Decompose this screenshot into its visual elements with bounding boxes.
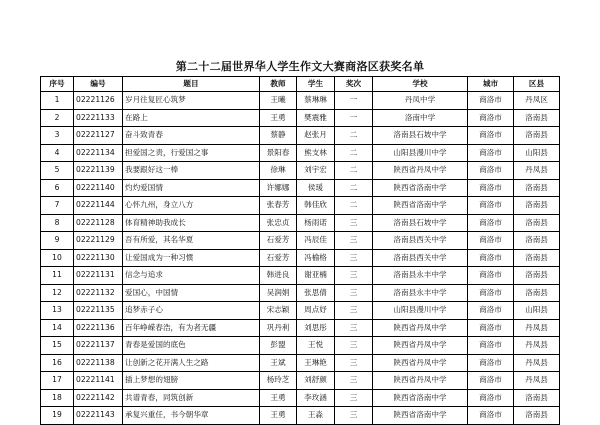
table-row [41,214,560,232]
cell-city: 商洛市 [468,214,514,232]
cell-district: 洛南县 [514,249,560,267]
cell-code: 02221132 [74,284,123,302]
cell-award: 三 [335,337,373,355]
cell-teacher: 王勇 [260,109,297,127]
column-header-district: 区县 [514,77,560,92]
cell-student: 冯榆格 [297,249,335,267]
cell-school: 陕西省洛南中学 [373,407,468,425]
table-row [41,267,560,285]
cell-award: 三 [335,302,373,320]
cell-district: 洛南县 [514,284,560,302]
cell-teacher: 许娜娜 [260,179,297,197]
cell-student: 周点妤 [297,302,335,320]
cell-index: 14 [41,319,74,337]
cell-district: 丹凤县 [514,337,560,355]
table-row [41,337,560,355]
cell-code: 02221134 [74,144,123,162]
cell-city: 商洛市 [468,179,514,197]
table-row [41,179,560,197]
cell-school: 丹凤中学 [373,92,468,110]
cell-index: 19 [41,407,74,425]
cell-student: 侯瑗 [297,179,335,197]
cell-student: 王悦 [297,337,335,355]
column-header-school: 学校 [373,77,468,92]
cell-district: 山阳县 [514,144,560,162]
cell-award: 三 [335,372,373,390]
cell-code: 02221139 [74,162,123,180]
cell-topic: 吾有所爱，其名华夏 [123,232,260,250]
cell-city: 商洛市 [468,92,514,110]
cell-topic: 奋斗致青春 [123,127,260,145]
cell-student: 刘舒颜 [297,372,335,390]
cell-teacher: 吴润娟 [260,284,297,302]
cell-topic: 让爱国成为一种习惯 [123,249,260,267]
column-header-index: 序号 [41,77,74,92]
cell-city: 商洛市 [468,232,514,250]
cell-index: 10 [41,249,74,267]
cell-student: 张思倩 [297,284,335,302]
cell-city: 商洛市 [468,249,514,267]
table-row [41,354,560,372]
cell-code: 02221136 [74,319,123,337]
cell-district: 洛南县 [514,232,560,250]
cell-code: 02221143 [74,407,123,425]
cell-code: 02221142 [74,389,123,407]
cell-topic: 我要跟好这一棒 [123,162,260,180]
table-row [41,389,560,407]
cell-index: 18 [41,389,74,407]
cell-student: 冯辰佳 [297,232,335,250]
cell-student: 韩佳欣 [297,197,335,215]
cell-topic: 共谱青春，同筑创新 [123,389,260,407]
cell-district: 丹凤区 [514,92,560,110]
cell-school: 洛南县石坡中学 [373,127,468,145]
cell-student: 王淼 [297,407,335,425]
cell-index: 11 [41,267,74,285]
cell-teacher: 巩丹利 [260,319,297,337]
cell-school: 陕西省洛南中学 [373,197,468,215]
cell-student: 樊震雅 [297,109,335,127]
cell-index: 1 [41,92,74,110]
cell-school: 洛南县石坡中学 [373,214,468,232]
cell-student: 李玫涵 [297,389,335,407]
cell-award: 二 [335,162,373,180]
column-header-code: 编号 [74,77,123,92]
column-header-topic: 题目 [123,77,260,92]
cell-district: 洛南县 [514,179,560,197]
cell-index: 4 [41,144,74,162]
cell-city: 商洛市 [468,337,514,355]
cell-topic: 爱国心，中国情 [123,284,260,302]
cell-city: 商洛市 [468,302,514,320]
cell-teacher: 杨玲芝 [260,372,297,390]
cell-topic: 承复兴重任，书今朝华章 [123,407,260,425]
cell-topic: 让创新之花开满人生之路 [123,354,260,372]
cell-index: 5 [41,162,74,180]
cell-teacher: 蔡静 [260,127,297,145]
cell-topic: 插上梦想的翅膀 [123,372,260,390]
table-row [41,197,560,215]
cell-award: 二 [335,127,373,145]
table-row [41,127,560,145]
table-row [41,319,560,337]
cell-index: 8 [41,214,74,232]
award-table [40,76,560,425]
cell-school: 洛南中学 [373,109,468,127]
cell-code: 02221140 [74,179,123,197]
column-header-city: 城市 [468,77,514,92]
cell-district: 丹凤县 [514,354,560,372]
cell-teacher: 张春芳 [260,197,297,215]
cell-city: 商洛市 [468,389,514,407]
cell-index: 7 [41,197,74,215]
cell-district: 山阳县 [514,302,560,320]
cell-student: 赵张月 [297,127,335,145]
cell-school: 陕西省丹凤中学 [373,162,468,180]
cell-award: 三 [335,284,373,302]
cell-teacher: 王勇 [260,407,297,425]
table-row [41,144,560,162]
cell-code: 02221129 [74,232,123,250]
cell-code: 02221138 [74,354,123,372]
cell-school: 陕西省丹凤中学 [373,354,468,372]
cell-district: 洛南县 [514,407,560,425]
cell-city: 商洛市 [468,407,514,425]
cell-index: 12 [41,284,74,302]
cell-code: 02221126 [74,92,123,110]
cell-teacher: 彭盟 [260,337,297,355]
cell-topic: 灼灼爱国情 [123,179,260,197]
cell-school: 山阳县漫川中学 [373,144,468,162]
cell-district: 洛南县 [514,109,560,127]
cell-school: 洛南县永丰中学 [373,267,468,285]
table-row [41,232,560,250]
table-row [41,109,560,127]
cell-award: 三 [335,354,373,372]
cell-award: 二 [335,179,373,197]
cell-code: 02221144 [74,197,123,215]
cell-award: 二 [335,144,373,162]
cell-topic: 青春是爱国的底色 [123,337,260,355]
column-header-student: 学生 [297,77,335,92]
cell-school: 陕西省洛南中学 [373,179,468,197]
cell-code: 02221135 [74,302,123,320]
cell-topic: 在路上 [123,109,260,127]
cell-student: 刘宇宏 [297,162,335,180]
cell-award: 三 [335,214,373,232]
cell-index: 6 [41,179,74,197]
cell-topic: 心怀九州，身立八方 [123,197,260,215]
cell-teacher: 石爱芳 [260,232,297,250]
cell-topic: 岁月往复匠心筑梦 [123,92,260,110]
cell-code: 02221131 [74,267,123,285]
cell-code: 02221130 [74,249,123,267]
cell-teacher: 韩进良 [260,267,297,285]
cell-teacher: 王勇 [260,389,297,407]
cell-topic: 体育精神助我成长 [123,214,260,232]
cell-district: 洛南县 [514,267,560,285]
cell-index: 15 [41,337,74,355]
cell-city: 商洛市 [468,144,514,162]
document-title: 第二十二届世界华人学生作文大赛商洛区获奖名单 [175,60,425,73]
cell-district: 洛南县 [514,127,560,145]
cell-student: 王琳艳 [297,354,335,372]
cell-teacher: 徐琳 [260,162,297,180]
cell-student: 谢亚楠 [297,267,335,285]
cell-district: 洛南县 [514,214,560,232]
cell-teacher: 张忠贞 [260,214,297,232]
column-header-teacher: 教师 [260,77,297,92]
cell-teacher: 石爱芳 [260,249,297,267]
cell-award: 三 [335,319,373,337]
cell-district: 丹凤县 [514,372,560,390]
cell-student: 杨雨诺 [297,214,335,232]
cell-student: 蔡琳琳 [297,92,335,110]
cell-school: 陕西省丹凤中学 [373,319,468,337]
cell-award: 三 [335,407,373,425]
cell-code: 02221127 [74,127,123,145]
cell-index: 9 [41,232,74,250]
cell-school: 陕西省丹凤中学 [373,337,468,355]
table-row [41,284,560,302]
table-row [41,249,560,267]
table-row [41,162,560,180]
table-row [41,92,560,110]
cell-city: 商洛市 [468,267,514,285]
cell-district: 洛南县 [514,389,560,407]
cell-city: 商洛市 [468,284,514,302]
cell-student: 刘思彤 [297,319,335,337]
cell-award: 三 [335,232,373,250]
cell-city: 商洛市 [468,354,514,372]
cell-award: 三 [335,267,373,285]
cell-index: 2 [41,109,74,127]
cell-school: 洛南县西关中学 [373,232,468,250]
cell-topic: 追梦赤子心 [123,302,260,320]
cell-topic: 信念与追求 [123,267,260,285]
cell-district: 洛南县 [514,197,560,215]
cell-city: 商洛市 [468,319,514,337]
cell-student: 熊支林 [297,144,335,162]
cell-city: 商洛市 [468,127,514,145]
cell-district: 丹凤县 [514,319,560,337]
header-row [41,77,560,92]
cell-teacher: 王曦 [260,92,297,110]
cell-index: 16 [41,354,74,372]
table-row [41,372,560,390]
cell-code: 02221141 [74,372,123,390]
cell-teacher: 宋志颖 [260,302,297,320]
cell-teacher: 景阳春 [260,144,297,162]
cell-award: 二 [335,197,373,215]
cell-school: 洛南县西关中学 [373,249,468,267]
cell-school: 洛南县永丰中学 [373,284,468,302]
cell-award: 一 [335,92,373,110]
cell-index: 3 [41,127,74,145]
cell-school: 山阳县漫川中学 [373,302,468,320]
cell-award: 三 [335,249,373,267]
cell-school: 陕西省丹凤中学 [373,372,468,390]
cell-city: 商洛市 [468,109,514,127]
cell-code: 02221137 [74,337,123,355]
table-row [41,302,560,320]
cell-city: 商洛市 [468,197,514,215]
cell-teacher: 王斌 [260,354,297,372]
cell-district: 丹凤县 [514,162,560,180]
cell-award: 一 [335,109,373,127]
cell-topic: 百年峥嵘春浩，有为者无疆 [123,319,260,337]
cell-award: 三 [335,389,373,407]
cell-school: 陕西省洛南中学 [373,389,468,407]
cell-code: 02221133 [74,109,123,127]
cell-index: 17 [41,372,74,390]
column-header-award: 奖次 [335,77,373,92]
cell-city: 商洛市 [468,162,514,180]
cell-city: 商洛市 [468,372,514,390]
table-body [41,92,560,425]
cell-code: 02221128 [74,214,123,232]
cell-topic: 担爱国之责，行爱国之事 [123,144,260,162]
table-row [41,407,560,425]
cell-index: 13 [41,302,74,320]
